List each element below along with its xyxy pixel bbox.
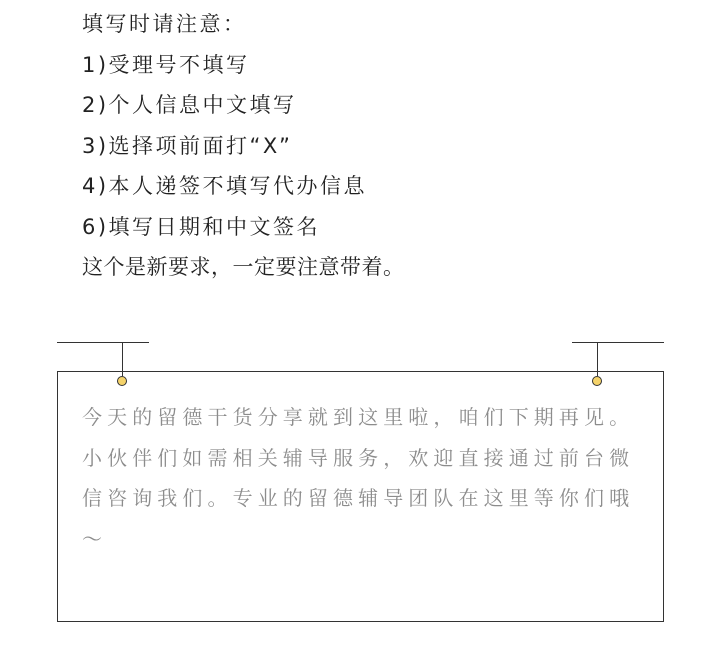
hanging-line-left bbox=[57, 342, 149, 343]
note-reminder: 这个是新要求，一定要注意带着。 bbox=[82, 255, 405, 279]
notes-heading: 填写时请注意： bbox=[82, 12, 247, 36]
card-paragraph-contact: 小伙伴们如需相关辅导服务，欢迎直接通过前台微信咨询我们。专业的留德辅导团队在这里等你们哦～ bbox=[82, 445, 635, 551]
notes-block bbox=[82, 4, 682, 288]
pin-icon-left bbox=[117, 376, 127, 386]
note-item-1: 1)受理号不填写 bbox=[82, 52, 250, 77]
note-item-2: 2)个人信息中文填写 bbox=[82, 93, 297, 117]
note-item-4: 4)本人递签不填写代办信息 bbox=[82, 174, 368, 198]
pin-icon-right bbox=[592, 376, 602, 386]
card-paragraph-farewell: 今天的留德干货分享就到这里啦，咱们下期再见。 bbox=[82, 405, 635, 429]
note-item-6: 6)填写日期和中文签名 bbox=[82, 214, 321, 239]
card-message bbox=[82, 397, 642, 559]
note-item-3: 3)选择项前面打“X” bbox=[82, 133, 293, 158]
hanging-line-right bbox=[572, 342, 664, 343]
